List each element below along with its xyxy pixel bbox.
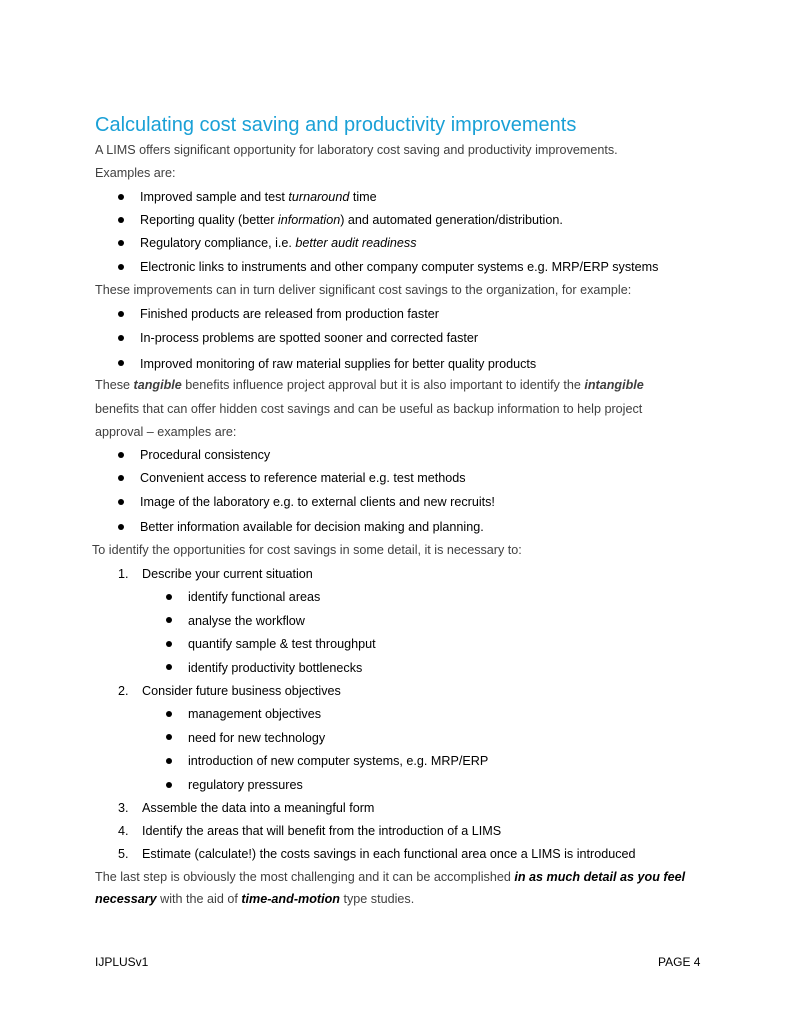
sub-list-item: identify productivity bottlenecks [188,661,363,675]
intro-line-2: Examples are: [95,166,176,180]
step-text: Assemble the data into a meaningful form [142,801,375,815]
footer-page-number: PAGE 4 [658,955,701,969]
bullet-icon [118,194,124,200]
step-number: 3. [118,801,129,815]
bullet-icon [118,360,124,366]
bullet-icon [118,264,124,270]
sub-list-item: quantify sample & test throughput [188,637,376,651]
step-text: Estimate (calculate!) the costs savings in each functional area once a LIMS is introduced [142,847,636,861]
page-title: Calculating cost saving and productivity improvements [95,114,577,136]
sub-list-item: identify functional areas [188,590,321,604]
list-item: Electronic links to instruments and other company computer systems e.g. MRP/ERP systems [140,260,659,274]
bullet-icon [118,475,124,481]
bullet-icon [118,452,124,458]
paragraph-tangible-line-1: These tangible benefits influence project approval but it is also important to identify the intangible [95,378,644,392]
sub-list-item: regulatory pressures [188,778,303,792]
list-item: Image of the laboratory e.g. to external clients and new recruits! [140,495,495,509]
bullet-icon [166,617,172,623]
list-item: Regulatory compliance, i.e. better audit readiness [140,236,417,250]
bullet-icon [166,758,172,764]
step-number: 4. [118,824,129,838]
list-item: In-process problems are spotted sooner and corrected faster [140,331,479,345]
bullet-icon [166,641,172,647]
list-item: Convenient access to reference material e.g. test methods [140,471,466,485]
footer-document-id: IJPLUSv1 [95,955,149,969]
step-number: 5. [118,847,129,861]
list-item: Improved monitoring of raw material supplies for better quality products [140,357,537,371]
sub-list-item: introduction of new computer systems, e.g. MRP/ERP [188,754,489,768]
paragraph-last-step-line-2: necessary with the aid of time-and-motion type studies. [95,892,415,906]
paragraph-opportunities: To identify the opportunities for cost savings in some detail, it is necessary to: [92,543,522,557]
bullet-icon [118,524,124,530]
bullet-icon [118,311,124,317]
step-text: Identify the areas that will benefit from the introduction of a LIMS [142,824,502,838]
bullet-icon [118,217,124,223]
step-number: 2. [118,684,129,698]
list-item: Reporting quality (better information) and automated generation/distribution. [140,213,563,227]
paragraph-tangible-line-3: approval – examples are: [95,425,237,439]
list-item: Finished products are released from production faster [140,307,439,321]
list-item: Better information available for decision making and planning. [140,520,484,534]
paragraph-improvements: These improvements can in turn deliver significant cost savings to the organization, for example: [95,283,632,297]
list-item: Procedural consistency [140,448,271,462]
bullet-icon [118,240,124,246]
step-text: Consider future business objectives [142,684,341,698]
bullet-icon [166,664,172,670]
bullet-icon [166,711,172,717]
paragraph-last-step-line-1: The last step is obviously the most challenging and it can be accomplished in as much detail as you feel [95,870,686,884]
sub-list-item: analyse the workflow [188,614,305,628]
bullet-icon [166,782,172,788]
bullet-icon [166,734,172,740]
step-text: Describe your current situation [142,567,313,581]
bullet-icon [118,335,124,341]
step-number: 1. [118,567,129,581]
paragraph-tangible-line-2: benefits that can offer hidden cost savings and can be useful as backup information to help project [95,402,643,416]
sub-list-item: need for new technology [188,731,326,745]
sub-list-item: management objectives [188,707,322,721]
list-item: Improved sample and test turnaround time [140,190,377,204]
intro-line-1: A LIMS offers significant opportunity for laboratory cost saving and productivity improvements. [95,143,618,157]
bullet-icon [166,594,172,600]
bullet-icon [118,499,124,505]
